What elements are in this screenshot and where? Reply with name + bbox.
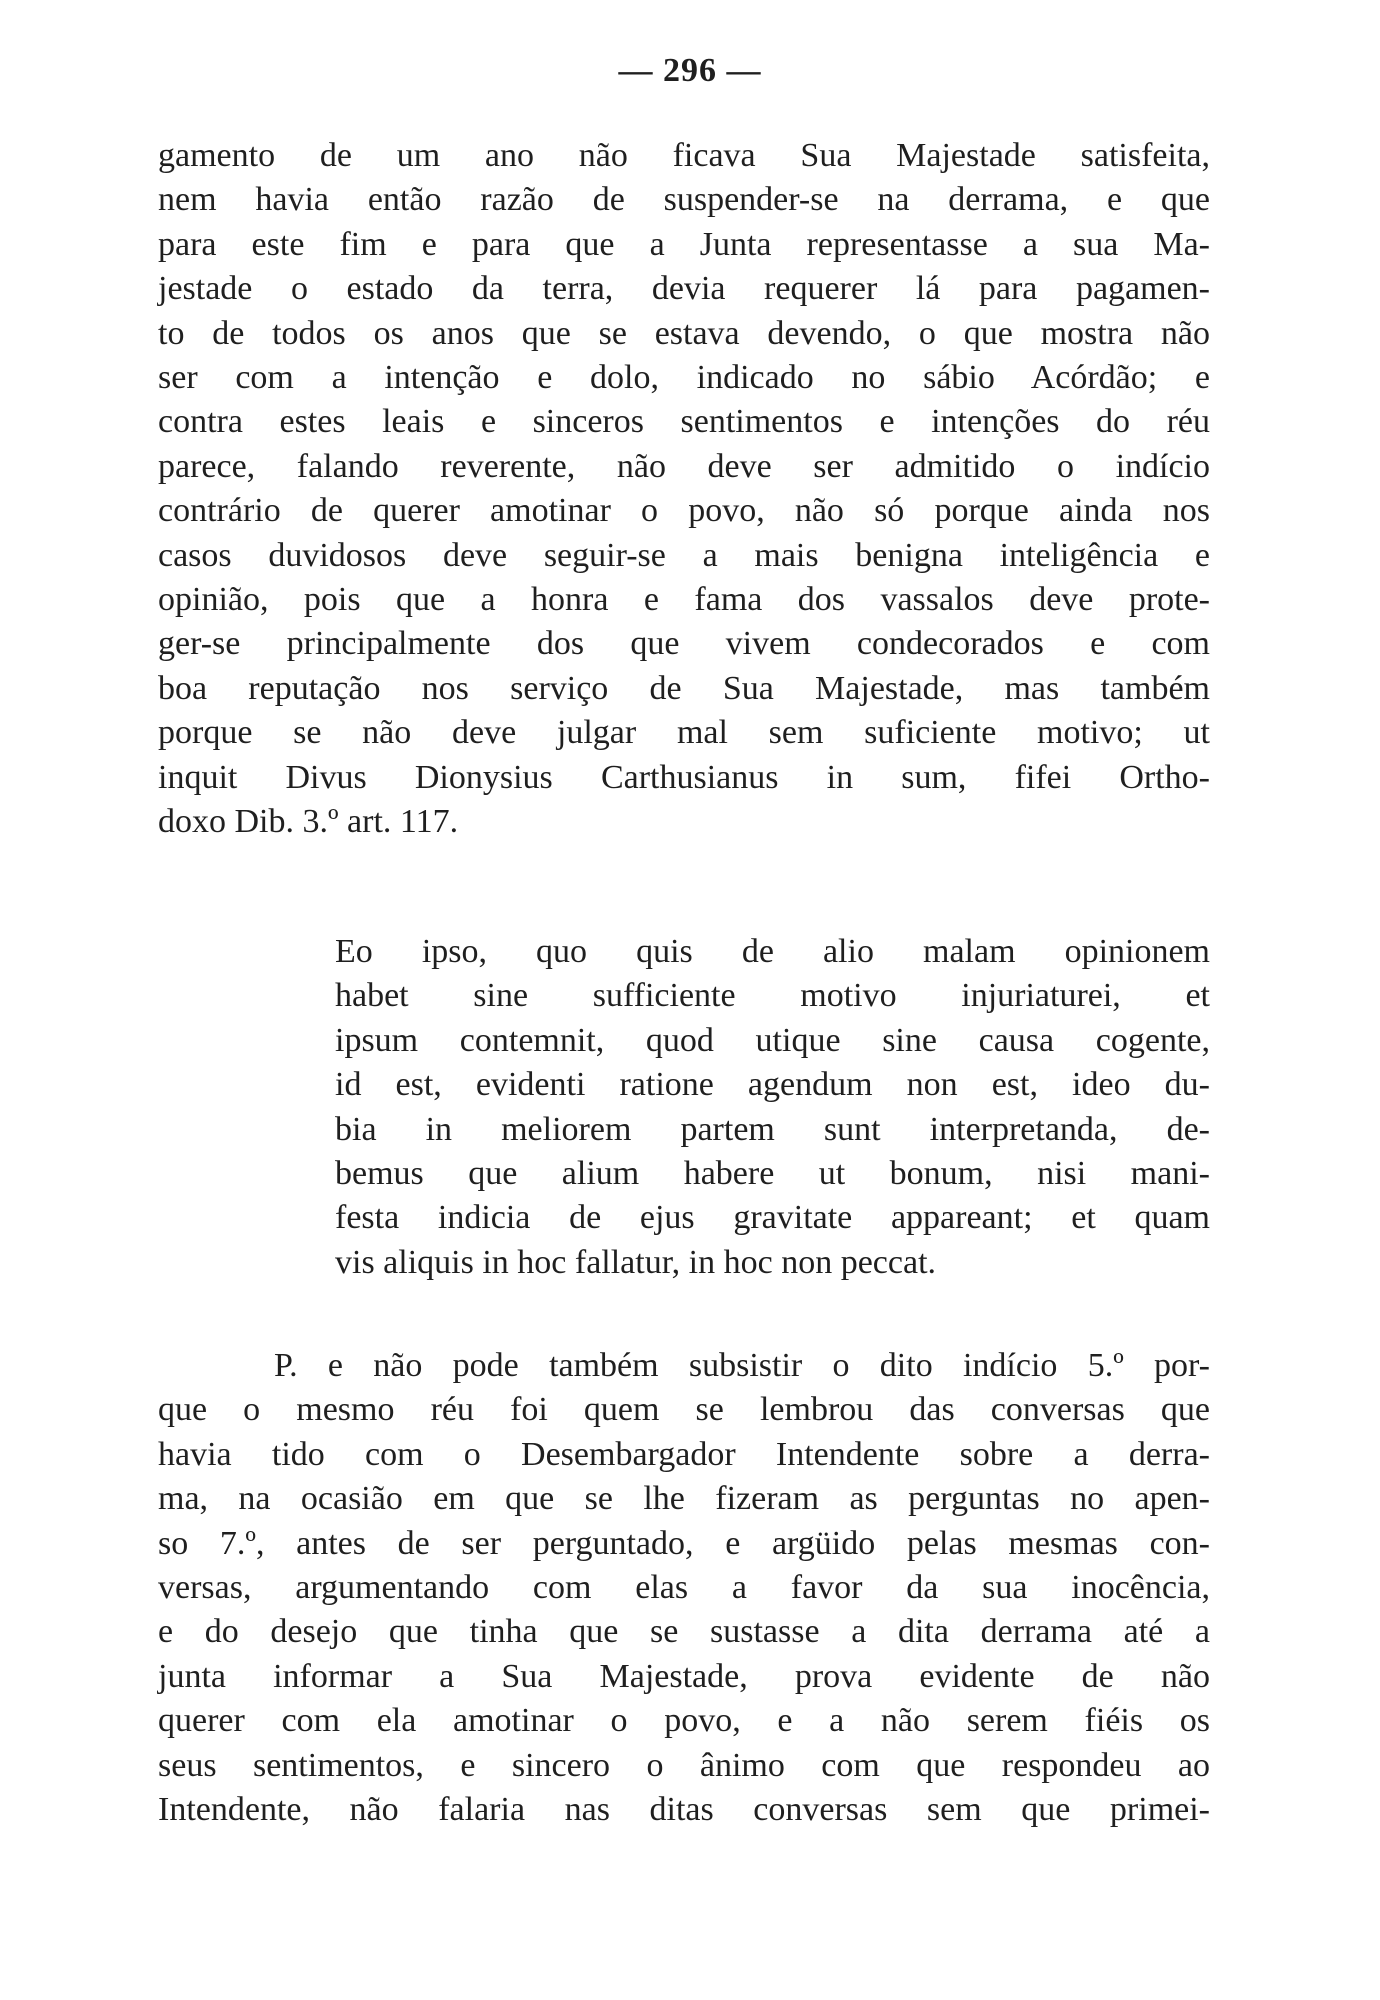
text-line: gamento de um ano não ficava Sua Majestade satisfeita, xyxy=(158,137,1210,174)
text-line: para este fim e para que a Junta representasse a sua Ma- xyxy=(158,225,1210,263)
block-quote xyxy=(335,930,1210,1285)
text-line: casos duvidosos deve seguir-se a mais benigna inteligência e xyxy=(158,536,1210,574)
text-line: ger-se principalmente dos que vivem condecorados e com xyxy=(158,625,1210,663)
page-number: — 296 — xyxy=(618,52,762,89)
text-line: porque se não deve julgar mal sem suficiente motivo; ut xyxy=(158,714,1210,752)
text-line: junta informar a Sua Majestade, prova evidente de não xyxy=(158,1657,1210,1695)
text-line: ma, na ocasião em que se lhe fizeram as perguntas no apen- xyxy=(158,1480,1210,1518)
text-line: querer com ela amotinar o povo, e a não serem fiéis os xyxy=(158,1702,1210,1740)
quote-line: ipsum contemnit, quod utique sine causa cogente, xyxy=(335,1021,1210,1059)
text-line: so 7.º, antes de ser perguntado, e argüido pelas mesmas con- xyxy=(158,1524,1210,1562)
quote-line: Eo ipso, quo quis de alio malam opinionem xyxy=(335,933,1210,970)
text-line: boa reputação nos serviço de Sua Majestade, mas também xyxy=(158,669,1210,707)
paragraph-main xyxy=(158,134,1210,845)
text-line: contrário de querer amotinar o povo, não só porque ainda nos xyxy=(158,492,1210,530)
text-line: inquit Divus Dionysius Carthusianus in sum, fifei Ortho- xyxy=(158,758,1210,796)
quote-line: bia in meliorem partem sunt interpretanda, de- xyxy=(335,1110,1210,1148)
text-line: ser com a intenção e dolo, indicado no sábio Acórdão; e xyxy=(158,359,1210,397)
text-line: doxo Dib. 3.º art. 117. xyxy=(158,803,459,841)
text-line: havia tido com o Desembargador Intendente sobre a derra- xyxy=(158,1435,1210,1473)
text-line: que o mesmo réu foi quem se lembrou das conversas que xyxy=(158,1391,1210,1429)
text-line: nem havia então razão de suspender-se na derrama, e que xyxy=(158,181,1210,219)
paragraph-second xyxy=(158,1344,1210,1832)
text-line: Intendente, não falaria nas ditas conversas sem que primei- xyxy=(158,1791,1210,1829)
quote-line: vis aliquis in hoc fallatur, in hoc non peccat. xyxy=(335,1243,937,1281)
text-line: versas, argumentando com elas a favor da sua inocência, xyxy=(158,1569,1210,1607)
text-line: to de todos os anos que se estava devendo, o que mostra não xyxy=(158,314,1210,352)
quote-line: habet sine sufficiente motivo injuriaturei, et xyxy=(335,977,1210,1015)
text-line: e do desejo que tinha que se sustasse a dita derrama até a xyxy=(158,1613,1210,1651)
text-line: contra estes leais e sinceros sentimentos e intenções do réu xyxy=(158,403,1210,441)
text-line: parece, falando reverente, não deve ser admitido o indício xyxy=(158,447,1210,485)
text-line: jestade o estado da terra, devia requerer lá para pagamen- xyxy=(158,270,1210,308)
quote-line: festa indicia de ejus gravitate appareant; et quam xyxy=(335,1199,1210,1237)
quote-line: id est, evidenti ratione agendum non est, ideo du- xyxy=(335,1066,1210,1104)
text-line: seus sentimentos, e sincero o ânimo com que respondeu ao xyxy=(158,1746,1210,1784)
text-line: P. e não pode também subsistir o dito indício 5.º por- xyxy=(274,1347,1210,1384)
quote-line: bemus que alium habere ut bonum, nisi mani- xyxy=(335,1155,1210,1193)
text-line: opinião, pois que a honra e fama dos vassalos deve prote- xyxy=(158,581,1210,619)
